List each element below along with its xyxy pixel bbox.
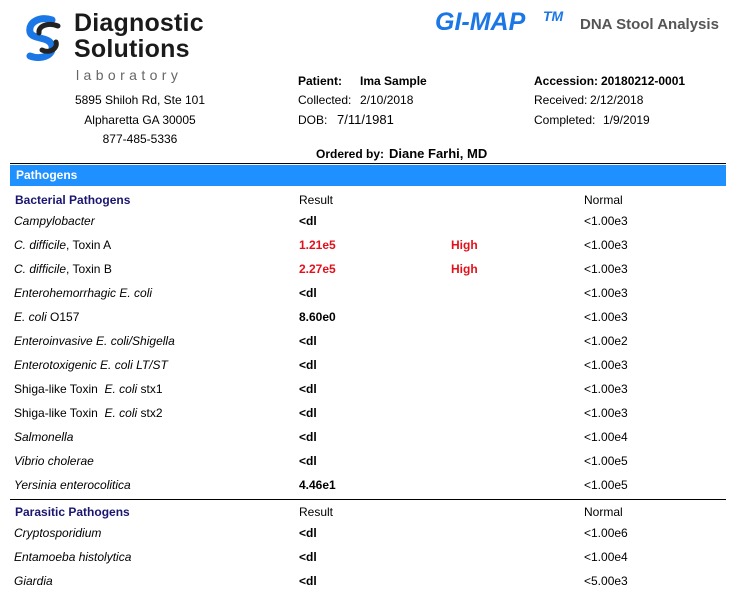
parasitic-result-header: Result bbox=[299, 505, 334, 519]
pathogen-name bbox=[14, 382, 163, 396]
received-label: Received: bbox=[534, 93, 588, 107]
completed-value: 1/9/2019 bbox=[603, 113, 650, 127]
normal-range: <1.00e5 bbox=[584, 454, 628, 468]
pathogen-name-suffix: stx2 bbox=[137, 406, 163, 420]
pathogen-name bbox=[14, 334, 175, 348]
pathogen-name-italic: Enterotoxigenic E. coli LT/ST bbox=[14, 358, 168, 372]
bacterial-section-title: Bacterial Pathogens bbox=[15, 193, 131, 207]
patient-label: Patient: bbox=[298, 74, 343, 88]
normal-range: <1.00e5 bbox=[584, 478, 628, 492]
pathogen-name-suffix: , Toxin B bbox=[66, 262, 112, 276]
normal-range: <1.00e3 bbox=[584, 310, 628, 324]
pathogen-name-italic: Yersinia enterocolitica bbox=[14, 478, 131, 492]
normal-range: <1.00e3 bbox=[584, 382, 628, 396]
pathogen-name-italic: Enterohemorrhagic E. coli bbox=[14, 286, 153, 300]
pathogen-name-italic: C. difficile bbox=[14, 238, 67, 252]
result-value: 2.27e5 bbox=[299, 262, 336, 276]
pathogen-name-prefix: Shiga-like Toxin bbox=[14, 382, 105, 396]
ordered-by-value: Diane Farhi, MD bbox=[389, 146, 488, 161]
normal-range: <1.00e3 bbox=[584, 214, 628, 228]
brand-name: Diagnostic Solutions bbox=[74, 9, 204, 63]
pathogen-name-italic: Salmonella bbox=[14, 430, 74, 444]
dob-label: DOB: bbox=[298, 113, 328, 127]
pathogen-name bbox=[14, 262, 112, 276]
normal-range: <1.00e3 bbox=[584, 406, 628, 420]
pathogen-name bbox=[14, 310, 79, 324]
pathogen-name bbox=[14, 478, 131, 492]
divider bbox=[10, 499, 726, 500]
pathogen-name-italic: Enteroinvasive E. coli/Shigella bbox=[14, 334, 175, 348]
normal-range: <1.00e3 bbox=[584, 262, 628, 276]
pathogen-name bbox=[14, 430, 73, 444]
pathogen-name-italic: Entamoeba histolytica bbox=[14, 550, 132, 564]
result-value: <dl bbox=[299, 382, 317, 396]
pathogen-name-suffix: O157 bbox=[46, 310, 80, 324]
result-value: 1.21e5 bbox=[299, 238, 336, 252]
product-description: DNA Stool Analysis bbox=[580, 16, 719, 33]
lab-address-line1: 5895 Shiloh Rd, Ste 101 bbox=[74, 93, 206, 107]
pathogen-name-italic: Cryptosporidium bbox=[14, 526, 102, 540]
normal-range: <1.00e4 bbox=[584, 550, 628, 564]
pathogen-name-italic: E. coli bbox=[104, 406, 138, 420]
product-name: GI-MAP bbox=[435, 8, 526, 36]
completed-label: Completed: bbox=[534, 113, 596, 127]
pathogen-name-prefix: Shiga-like Toxin bbox=[14, 406, 105, 420]
pathogen-name-italic: E. coli bbox=[14, 310, 47, 324]
collected-label: Collected: bbox=[298, 93, 352, 107]
normal-range: <1.00e2 bbox=[584, 334, 628, 348]
bacterial-result-header: Result bbox=[299, 193, 334, 207]
trademark: TM bbox=[543, 8, 564, 24]
ordered-by-label: Ordered by: bbox=[316, 147, 385, 161]
result-value: 8.60e0 bbox=[299, 310, 336, 324]
pathogen-name bbox=[14, 454, 94, 468]
normal-range: <5.00e3 bbox=[584, 574, 628, 588]
result-value: <dl bbox=[299, 574, 317, 588]
collected-value: 2/10/2018 bbox=[360, 93, 414, 107]
diagnostic-solutions-logo-icon bbox=[22, 14, 68, 64]
dob-value: 7/11/1981 bbox=[337, 112, 394, 127]
result-value: <dl bbox=[299, 334, 317, 348]
pathogen-name bbox=[14, 550, 131, 564]
result-value: <dl bbox=[299, 430, 317, 444]
patient-value: Ima Sample bbox=[360, 74, 427, 88]
pathogen-name-italic: E. coli bbox=[104, 382, 138, 396]
normal-range: <1.00e6 bbox=[584, 526, 628, 540]
normal-range: <1.00e3 bbox=[584, 238, 628, 252]
result-flag: High bbox=[451, 238, 478, 252]
result-value: <dl bbox=[299, 406, 317, 420]
normal-range: <1.00e3 bbox=[584, 358, 628, 372]
normal-range: <1.00e4 bbox=[584, 430, 628, 444]
pathogen-name-suffix: stx1 bbox=[137, 382, 163, 396]
pathogen-name-suffix: , Toxin A bbox=[66, 238, 112, 252]
pathogen-name-italic: C. difficile bbox=[14, 262, 67, 276]
bacterial-normal-header: Normal bbox=[584, 193, 623, 207]
pathogen-name bbox=[14, 574, 53, 588]
pathogen-name bbox=[14, 214, 95, 228]
section-bar bbox=[10, 165, 726, 186]
result-value: <dl bbox=[299, 214, 317, 228]
parasitic-section-title: Parasitic Pathogens bbox=[15, 505, 130, 519]
pathogen-name-italic: Vibrio cholerae bbox=[14, 454, 94, 468]
accession-value: 20180212-0001 bbox=[601, 74, 686, 88]
pathogen-name-italic: Campylobacter bbox=[14, 214, 95, 228]
result-value: <dl bbox=[299, 286, 317, 300]
pathogen-name bbox=[14, 406, 163, 420]
result-flag: High bbox=[451, 262, 478, 276]
pathogen-name bbox=[14, 526, 101, 540]
result-value: 4.46e1 bbox=[299, 478, 336, 492]
pathogen-name-italic: Giardia bbox=[14, 574, 53, 588]
section-bar-label: Pathogens bbox=[16, 168, 78, 182]
brand-subtitle: laboratory bbox=[76, 67, 183, 83]
result-value: <dl bbox=[299, 358, 317, 372]
pathogen-name bbox=[14, 238, 111, 252]
result-value: <dl bbox=[299, 526, 317, 540]
lab-address-line2: Alpharetta GA 30005 bbox=[84, 113, 196, 127]
result-value: <dl bbox=[299, 454, 317, 468]
result-value: <dl bbox=[299, 550, 317, 564]
parasitic-normal-header: Normal bbox=[584, 505, 623, 519]
received-value: 2/12/2018 bbox=[590, 93, 644, 107]
divider bbox=[10, 163, 726, 164]
pathogen-name bbox=[14, 358, 168, 372]
pathogen-name bbox=[14, 286, 152, 300]
lab-phone: 877-485-5336 bbox=[102, 132, 178, 146]
normal-range: <1.00e3 bbox=[584, 286, 628, 300]
accession-label: Accession: bbox=[534, 74, 599, 88]
